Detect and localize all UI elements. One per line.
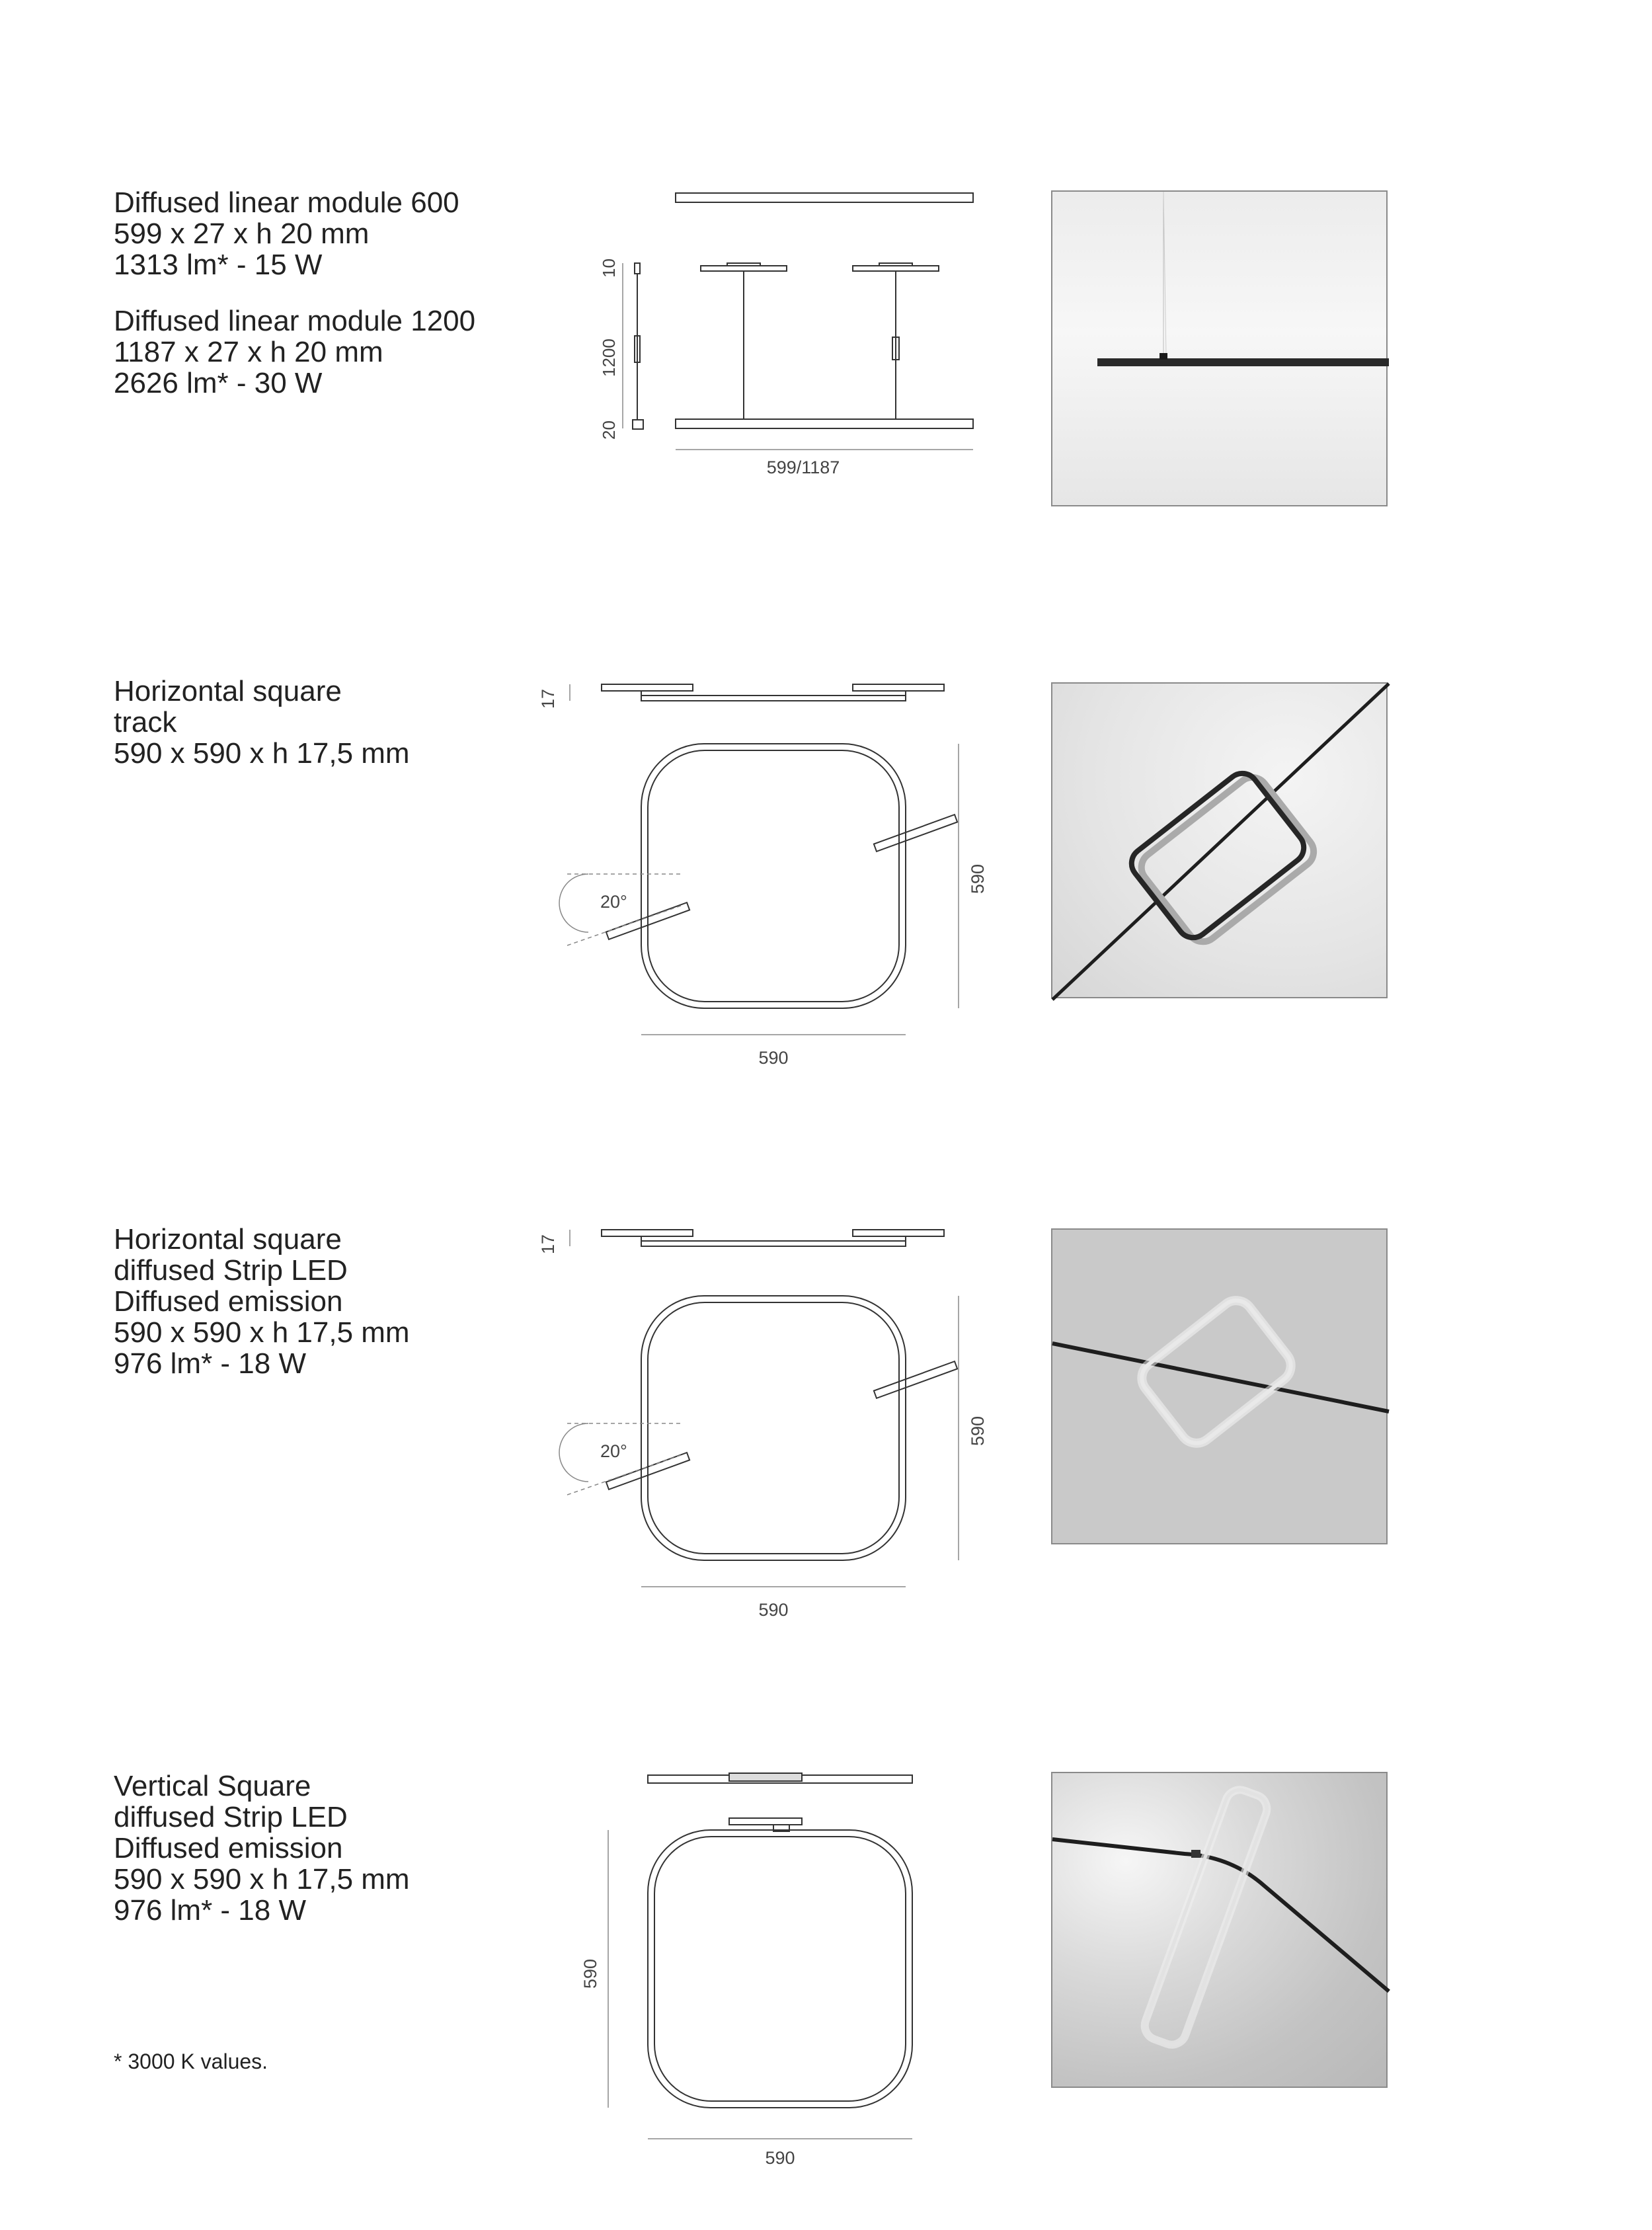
product-dimensions: 590 x 590 x h 17,5 mm <box>114 737 410 770</box>
dim-label: 590 <box>758 1048 789 1068</box>
square-track-drawing <box>538 668 1005 1078</box>
product-photo-linear <box>1051 190 1388 506</box>
spec-horizontal-square-strip <box>114 1224 410 1379</box>
angle-label: 20° <box>600 1441 627 1461</box>
dim-label: 599/1187 <box>766 458 840 477</box>
product-title: Vertical Square <box>114 1770 311 1802</box>
product-emission: Diffused emission <box>114 1832 343 1864</box>
spec-vertical-square-strip <box>114 1771 410 1926</box>
angle-label: 20° <box>600 892 627 912</box>
dim-label: 10 <box>599 259 619 278</box>
dim-label: 590 <box>968 1415 988 1446</box>
dim-label: 590 <box>765 2148 795 2168</box>
dim-label: 590 <box>758 1600 789 1620</box>
vertical-square-drawing <box>569 1759 939 2169</box>
dim-label: 1200 <box>599 338 619 377</box>
product-dimensions: 599 x 27 x h 20 mm <box>114 218 370 250</box>
product-title: Diffused linear module 600 <box>114 186 459 219</box>
product-output: 976 lm* - 18 W <box>114 1894 306 1927</box>
product-title: Diffused linear module 1200 <box>114 305 476 337</box>
product-emission: Diffused emission <box>114 1285 343 1318</box>
product-output: 976 lm* - 18 W <box>114 1347 306 1380</box>
dim-label: 590 <box>580 1958 600 1989</box>
product-photo-square-track <box>1051 682 1388 998</box>
dim-label: 20 <box>599 420 619 440</box>
spec-diffused-linear <box>114 187 475 399</box>
square-strip-drawing <box>538 1213 1005 1623</box>
product-title: Horizontal square <box>114 675 342 707</box>
product-output: 2626 lm* - 30 W <box>114 367 323 399</box>
footnote: * 3000 K values. <box>114 2050 268 2073</box>
product-dimensions: 590 x 590 x h 17,5 mm <box>114 1316 410 1349</box>
dim-label: 590 <box>968 863 988 894</box>
product-title: Horizontal square <box>114 1223 342 1255</box>
product-photo-square-strip <box>1051 1228 1388 1544</box>
product-dimensions: 1187 x 27 x h 20 mm <box>114 336 383 368</box>
product-photo-vertical-square <box>1051 1772 1388 2088</box>
spec-horizontal-square-track <box>114 676 410 769</box>
product-output: 1313 lm* - 15 W <box>114 249 323 281</box>
dim-label: 17 <box>538 1234 558 1254</box>
product-title: diffused Strip LED <box>114 1801 348 1833</box>
dim-label: 17 <box>538 688 558 709</box>
linear-module-drawing <box>582 179 992 496</box>
product-dimensions: 590 x 590 x h 17,5 mm <box>114 1863 410 1895</box>
product-title: diffused Strip LED <box>114 1254 348 1287</box>
product-title: track <box>114 706 177 738</box>
